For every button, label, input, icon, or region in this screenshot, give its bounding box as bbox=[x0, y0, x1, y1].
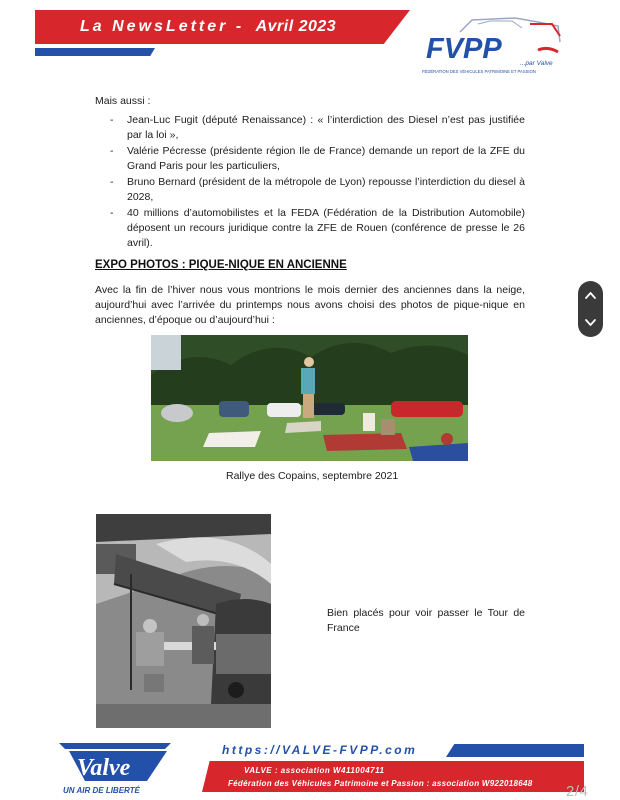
intro-text: Mais aussi : bbox=[95, 95, 151, 107]
footer-association-valve: VALVE : association W411004711 bbox=[244, 766, 385, 775]
fvpp-logo-subbrand: ...par Valve bbox=[520, 60, 553, 67]
bullet-dash: - bbox=[110, 207, 114, 219]
bullet-text: Jean-Luc Fugit (député Renaissance) : « l’interdiction des Diesel n’est pas justifiée par la loi », bbox=[127, 114, 525, 141]
page-scroll-widget bbox=[578, 281, 603, 337]
scroll-up-button[interactable] bbox=[578, 281, 603, 309]
footer-blue-stripe bbox=[446, 744, 584, 757]
newsletter-date: Avril 2023 bbox=[255, 18, 337, 35]
bullet-dash: - bbox=[110, 114, 114, 126]
bullet-dash: - bbox=[110, 176, 114, 188]
picnic-photo-vintage bbox=[96, 514, 271, 728]
newsletter-name: La NewsLetter - bbox=[80, 18, 245, 35]
valve-logo-text: Valve bbox=[77, 755, 131, 781]
newsletter-title bbox=[80, 18, 336, 36]
bullet-text: Bruno Bernard (président de la métropole de Lyon) repousse l’interdiction du diesel à 2028, bbox=[127, 176, 525, 203]
section-paragraph: Avec la fin de l’hiver nous vous montrions le mois dernier des anciennes dans la neige, aujourd’hui avec l’arrivée du printemps nous avons choisi des photos de pique-nique en anciennes, d’époque ou d’aujourd’hui : bbox=[95, 284, 525, 326]
chevron-down-icon bbox=[578, 309, 603, 337]
footer-association-fvpp: Fédération des Véhicules Patrimoine et Passion : association W922018648 bbox=[228, 779, 533, 788]
bullet-list bbox=[93, 113, 525, 252]
list-item bbox=[93, 175, 525, 205]
photo2-caption: Bien placés pour voir passer le Tour de France bbox=[327, 607, 525, 634]
page-number: 2/4 bbox=[566, 783, 589, 800]
fvpp-logo-tagline: FÉDÉRATION DES VÉHICULES PATRIMOINE ET PASSION bbox=[422, 69, 536, 74]
bullet-text: 40 millions d’automobilistes et la FEDA (Fédération de la Distribution Automobile) déposent un recours juridique contre la ZFE de Rouen (conférence de presse le 26 avril). bbox=[127, 207, 525, 249]
valve-logo bbox=[55, 737, 175, 799]
website-link[interactable]: https://VALVE-FVPP.com bbox=[222, 743, 418, 757]
section-title: EXPO PHOTOS : PIQUE-NIQUE EN ANCIENNE bbox=[95, 259, 347, 271]
header-blue-stripe bbox=[35, 48, 155, 56]
fvpp-logo bbox=[420, 12, 570, 76]
list-item bbox=[93, 144, 525, 174]
fvpp-logo-text: FVPP bbox=[426, 33, 502, 65]
list-item bbox=[93, 206, 525, 251]
bullet-dash: - bbox=[110, 145, 114, 157]
list-item bbox=[93, 113, 525, 143]
picnic-photo-color bbox=[151, 335, 468, 461]
bullet-text: Valérie Pécresse (présidente région Ile de France) demande un report de la ZFE du Grand Paris pour les particuliers, bbox=[127, 145, 525, 172]
valve-logo-slogan: UN AIR DE LIBERTÉ bbox=[63, 786, 140, 795]
photo1-caption: Rallye des Copains, septembre 2021 bbox=[226, 470, 399, 482]
chevron-up-icon bbox=[578, 281, 603, 309]
scroll-down-button[interactable] bbox=[578, 309, 603, 337]
